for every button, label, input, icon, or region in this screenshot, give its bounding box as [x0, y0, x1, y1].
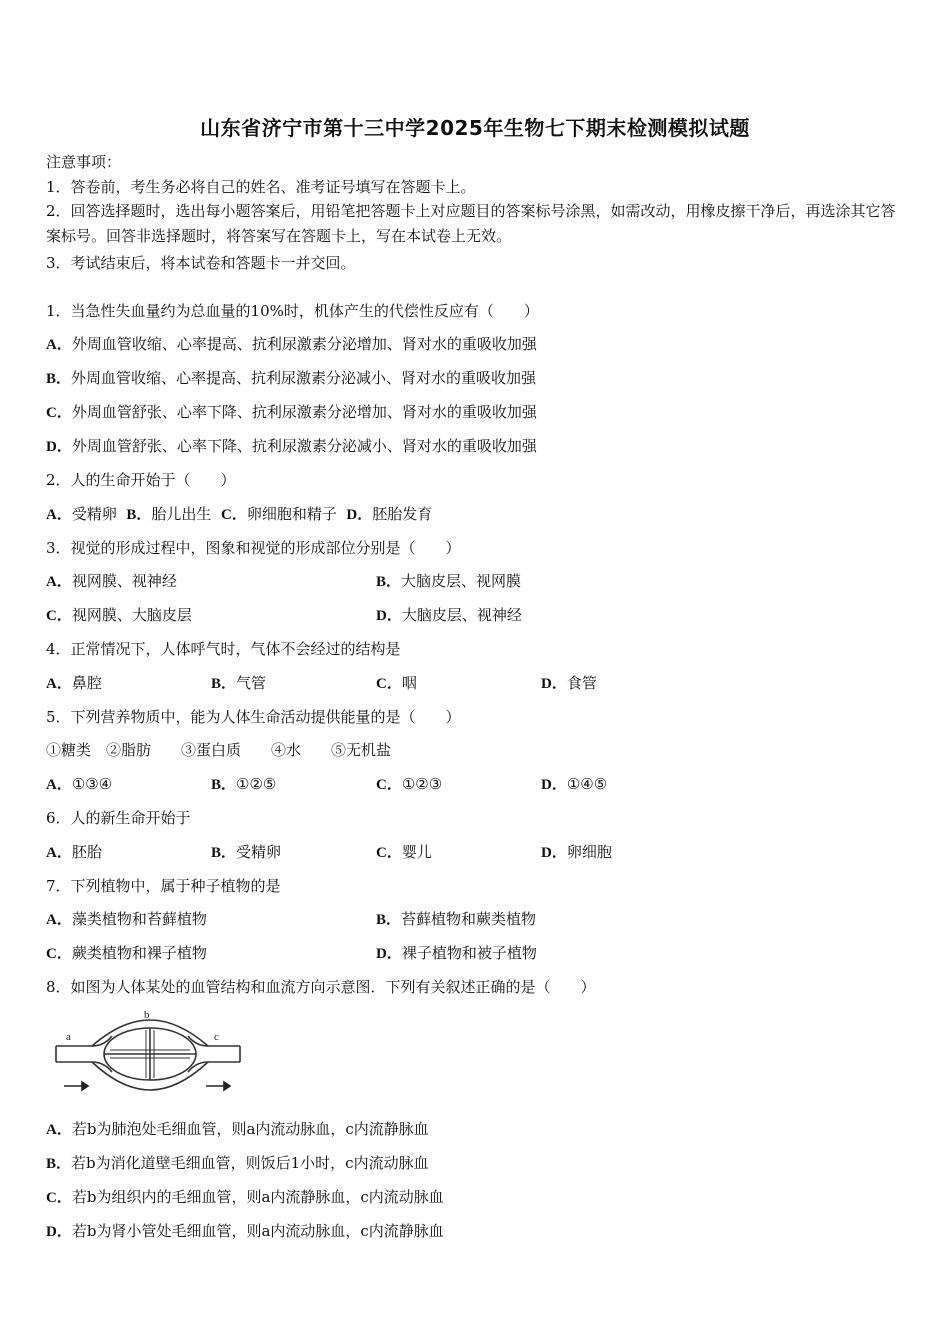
q5-item-list: ①糖类 ②脂肪 ③蛋白质 ④水 ⑤无机盐: [46, 741, 392, 759]
option-text: 婴儿: [401, 843, 432, 861]
option-text: 咽: [401, 674, 417, 692]
option-letter: D．: [376, 608, 402, 624]
option-text: 卵细胞和精子: [246, 505, 337, 523]
option-text: ①②③: [401, 775, 443, 793]
q6-option-b: [211, 842, 281, 863]
blood-vessel-diagram: [52, 1010, 248, 1102]
option-text: 藻类植物和苔藓植物: [71, 910, 207, 928]
option-letter: B．: [211, 676, 237, 692]
question-8-stem: 8．如图为人体某处的血管结构和血流方向示意图．下列有关叙述正确的是（ ）: [46, 978, 596, 996]
option-letter: A．: [46, 574, 72, 590]
q4-option-b: [211, 673, 266, 694]
q5-option-a: [46, 774, 112, 795]
option-letter: C．: [46, 946, 72, 962]
question-7-stem: 7．下列植物中，属于种子植物的是: [46, 877, 281, 895]
option-text: 胚胎: [71, 843, 102, 861]
q6-option-a: [46, 842, 102, 863]
q6-option-d: [541, 842, 612, 863]
q1-option-d: [46, 436, 537, 457]
q8-option-b: [46, 1153, 429, 1174]
option-text: 视网膜、视神经: [71, 572, 177, 590]
option-letter: A．: [46, 777, 72, 793]
page-title: 山东省济宁市第十三中学2025年生物七下期末检测模拟试题: [200, 116, 750, 140]
option-text: 胚胎发育: [372, 505, 433, 523]
q1-option-b: [46, 368, 536, 389]
option-text: 外周血管收缩、心率提高、抗利尿激素分泌减小、肾对水的重吸收加强: [71, 369, 537, 387]
q7-option-d: [376, 943, 537, 964]
option-letter: A．: [46, 507, 72, 523]
option-text: ①②⑤: [236, 775, 277, 793]
label-b: b: [144, 1010, 150, 1021]
option-text: 若b为组织内的毛细血管，则a内流静脉血，c内流动脉血: [71, 1188, 444, 1206]
option-letter: C．: [46, 405, 72, 421]
vessel-a-bottom: [56, 1062, 112, 1072]
notice-item-1: 1．答卷前，考生务必将自己的姓名、准考证号填写在答题卡上。: [46, 178, 476, 196]
option-text: 胎儿出生: [151, 505, 212, 523]
vessel-c-bottom: [188, 1062, 240, 1072]
option-text: 卵细胞: [566, 843, 612, 861]
option-letter: D．: [46, 439, 72, 455]
option-letter: B．: [46, 1156, 72, 1172]
q3-option-b: [376, 571, 521, 592]
option-letter: A．: [46, 912, 72, 928]
option-letter: B．: [376, 574, 402, 590]
q3-option-d: [376, 605, 522, 626]
q7-option-a: [46, 909, 207, 930]
option-letter: D．: [541, 676, 567, 692]
option-letter: C．: [376, 676, 402, 692]
q4-option-d: [541, 673, 597, 694]
q8-option-d: [46, 1221, 444, 1242]
q1-option-c: [46, 402, 537, 423]
label-a: a: [66, 1031, 71, 1043]
q3-option-c: [46, 605, 192, 626]
option-text: 视网膜、大脑皮层: [71, 606, 192, 624]
option-text: 若b为肺泡处毛细血管，则a内流动脉血，c内流静脉血: [71, 1120, 429, 1138]
option-letter: C．: [46, 1190, 72, 1206]
notice-item-3: 3．考试结束后，将本试卷和答题卡一并交回。: [46, 254, 356, 272]
option-text: ①④⑤: [566, 775, 608, 793]
option-letter: A．: [46, 676, 72, 692]
question-3-stem: 3．视觉的形成过程中，图象和视觉的形成部位分别是（ ）: [46, 539, 461, 557]
option-text: 蕨类植物和裸子植物: [71, 944, 207, 962]
q4-option-a: [46, 673, 102, 694]
q3-option-a: [46, 571, 177, 592]
option-letter: D．: [46, 1224, 72, 1240]
option-text: ①③④: [71, 775, 113, 793]
q5-option-b: [211, 774, 276, 795]
option-text: 气管: [236, 674, 267, 692]
option-letter: D．: [376, 946, 402, 962]
option-text: 外周血管舒张、心率下降、抗利尿激素分泌增加、肾对水的重吸收加强: [71, 403, 537, 421]
option-letter: B．: [126, 507, 152, 523]
option-letter: D．: [346, 507, 373, 523]
label-c: c: [214, 1031, 219, 1043]
q6-option-c: [376, 842, 432, 863]
option-letter: C．: [46, 608, 72, 624]
question-4-stem: 4．正常情况下，人体呼气时，气体不会经过的结构是: [46, 640, 401, 658]
question-2-stem: 2．人的生命开始于（ ）: [46, 471, 236, 489]
option-letter: B．: [211, 845, 237, 861]
q2-options-row: [46, 504, 432, 525]
q7-option-b: [376, 909, 536, 930]
q1-option-a: [46, 334, 537, 355]
notice-item-2: 2．回答选择题时，选出每小题答案后，用铅笔把答题卡上对应题目的答案标号涂黑，如需改动，用橡皮擦干净后，再选涂其它答案标号。回答非选择题时，将答案写在答题卡上，写在本试卷上无效。: [46, 202, 896, 245]
option-text: 鼻腔: [71, 674, 102, 692]
option-letter: C．: [376, 845, 402, 861]
q5-option-c: [376, 774, 442, 795]
option-text: 若b为肾小管处毛细血管，则a内流动脉血，c内流静脉血: [71, 1222, 444, 1240]
option-letter: D．: [541, 777, 567, 793]
option-letter: D．: [541, 845, 567, 861]
option-letter: A．: [46, 337, 72, 353]
option-letter: A．: [46, 845, 72, 861]
option-letter: B．: [211, 777, 237, 793]
option-letter: C．: [220, 507, 247, 523]
option-text: 大脑皮层、视网膜: [401, 572, 522, 590]
option-text: 苔藓植物和蕨类植物: [401, 910, 537, 928]
q7-option-c: [46, 943, 207, 964]
option-text: 受精卵: [71, 505, 117, 523]
q5-option-d: [541, 774, 607, 795]
option-text: 食管: [566, 674, 597, 692]
question-5-stem: 5．下列营养物质中，能为人体生命活动提供能量的是（ ）: [46, 708, 461, 726]
option-text: 外周血管舒张、心率下降、抗利尿激素分泌减小、肾对水的重吸收加强: [71, 437, 537, 455]
option-letter: A．: [46, 1122, 72, 1138]
option-letter: C．: [376, 777, 402, 793]
q4-option-c: [376, 673, 417, 694]
option-text: 裸子植物和被子植物: [401, 944, 537, 962]
option-letter: B．: [376, 912, 402, 928]
notice-heading: 注意事项：: [46, 153, 122, 171]
option-text: 外周血管收缩、心率提高、抗利尿激素分泌增加、肾对水的重吸收加强: [71, 335, 537, 353]
question-1-stem: 1．当急性失血量约为总血量的10%时，机体产生的代偿性反应有（ ）: [46, 302, 539, 320]
q8-option-a: [46, 1119, 429, 1140]
option-text: 大脑皮层、视神经: [401, 606, 522, 624]
q8-option-c: [46, 1187, 444, 1208]
option-letter: B．: [46, 371, 72, 387]
option-text: 受精卵: [236, 843, 282, 861]
question-6-stem: 6．人的新生命开始于: [46, 809, 191, 827]
option-text: 若b为消化道壁毛细血管，则饭后1小时，c内流动脉血: [71, 1154, 429, 1172]
